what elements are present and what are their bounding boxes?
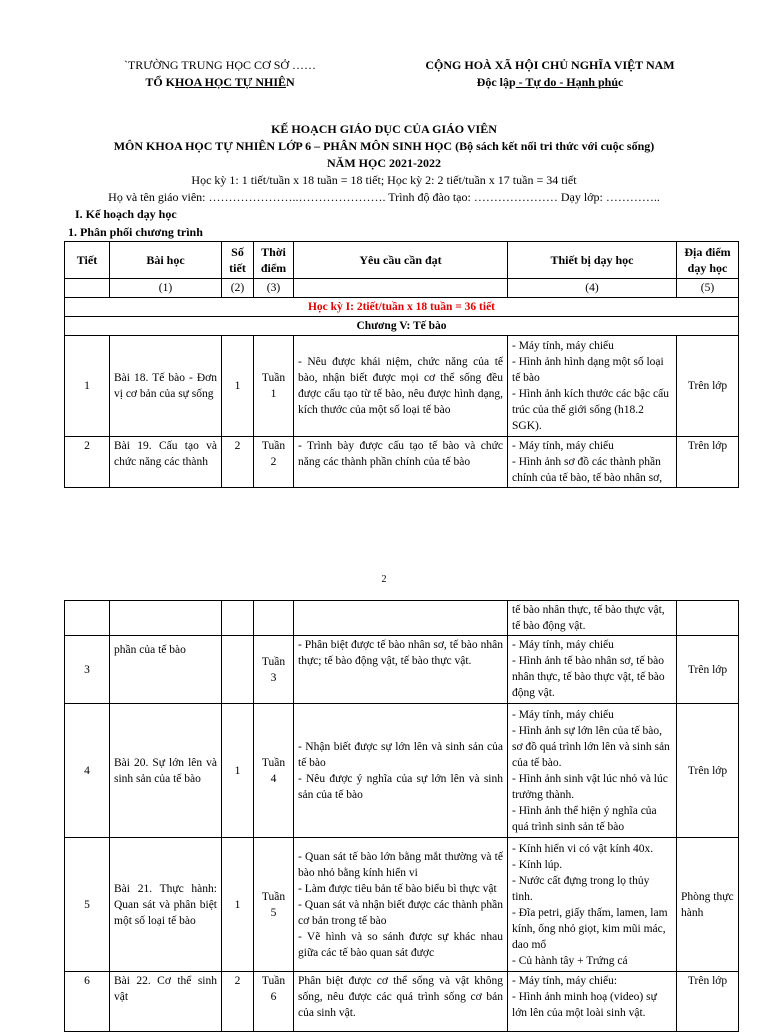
row-yeu-cau: - Phân biệt được tế bào nhân sơ, tế bào nhân thực; tế bào động vật, tế bào thực vật. [294,636,508,704]
row-so-tiet: 2 [222,437,254,488]
row-dia-diem: Trên lớp [677,636,739,704]
row-tiet: 2 [65,437,110,488]
school-year: NĂM HỌC 2021-2022 [327,156,441,170]
row-yeu-cau: Phân biệt được cơ thể sống và vật không sống, nêu được các quá trình sống cơ bản của sinh vật. [294,972,508,1032]
table-row [65,838,739,972]
table-row [65,601,739,636]
header-yeu-cau: Yêu cầu cần đạt [294,242,508,279]
row-tuan: Tuần 5 [254,838,294,972]
row-so-tiet [222,601,254,636]
row-bai-hoc: phần của tế bào [110,636,222,704]
header-tiet: Tiết [65,242,110,279]
table-header-row [65,242,739,279]
header-bai-hoc: Bài học [110,242,222,279]
chapter-5-heading: Chương V: Tế bào [65,317,739,336]
row-dia-diem: Trên lớp [677,704,739,838]
semester-1-heading: Học kỳ I: 2tiết/tuần x 18 tuần = 36 tiết [65,298,739,317]
header-dia-diem: Địa điểm dạy học [677,242,739,279]
row-so-tiet: 2 [222,972,254,1032]
table-row [65,972,739,1032]
row-dia-diem: Trên lớp [677,437,739,488]
table-row [65,336,739,437]
row-tiet: 3 [65,636,110,704]
department-name: TỔ KHOA HỌC TỰ NHIÊN [145,75,295,89]
table-row [65,704,739,838]
row-so-tiet [222,636,254,704]
row-tiet: 4 [65,704,110,838]
row-thiet-bi: - Máy tính, máy chiếu - Hình ảnh sự lớn lên của tế bào, sơ đồ quá trình lớn lên và sinh sản của tế bào. - Hình ảnh sinh vật lúc nhỏ và lúc trưởng thành. - Hình ảnh thể hiện ý nghĩa của quá trình sinh sản tế bào [508,704,677,838]
row-bai-hoc: Bài 22. Cơ thể sinh vật [110,972,222,1032]
row-thiet-bi: - Máy tính, máy chiếu - Hình ảnh tế bào nhân sơ, tế bào nhân thực, tế bào thực vật, tế bào động vật. [508,636,677,704]
row-yeu-cau: - Quan sát tế bào lớn bằng mắt thường và tế bào nhỏ bằng kính hiển vi - Làm được tiêu bản tế bào biểu bì thực vật - Quan sát và nhận biết được các thành phần cơ bản trong tế bào - Vẽ hình và so sánh được sự khác nhau giữa các tế bào quan sát được [294,838,508,972]
row-bai-hoc: Bài 21. Thực hành: Quan sát và phân biệt một số loại tế bào [110,838,222,972]
row-tuan: Tuần 2 [254,437,294,488]
row-dia-diem [677,601,739,636]
col-number-5: (5) [677,279,739,298]
semester-summary: Học kỳ 1: 1 tiết/tuần x 18 tuần = 18 tiết; Học kỳ 2: 2 tiết/tuần x 17 tuần = 34 tiết [191,173,577,187]
nation-title: CỘNG HOÀ XÃ HỘI CHỦ NGHĨA VIỆT NAM [425,58,675,72]
subject-title: MÔN KHOA HỌC TỰ NHIÊN LỚP 6 – PHÂN MÔN SINH HỌC (Bộ sách kết nối tri thức với cuộc sống) [113,139,655,153]
row-dia-diem: Trên lớp [677,972,739,1032]
school-name: `TRƯỜNG TRUNG HỌC CƠ SỞ …… [123,58,317,72]
section-program-distribution: 1. Phân phối chương trình [68,225,203,239]
row-tiet: 5 [65,838,110,972]
row-tuan: Tuần 4 [254,704,294,838]
header-thoi-diem: Thời điểm [254,242,294,279]
plan-title: KẾ HOẠCH GIÁO DỤC CỦA GIÁO VIÊN [271,122,497,136]
program-table-page1 [64,241,739,488]
row-thiet-bi: - Máy tính, máy chiếu: - Hình ảnh minh hoạ (video) sự lớn lên của một loài sinh vật. [508,972,677,1032]
row-bai-hoc [110,601,222,636]
row-tiet: 6 [65,972,110,1032]
row-yeu-cau: - Trình bày được cấu tạo tế bào và chức năng các thành phần chính của tế bào [294,437,508,488]
row-yeu-cau: - Nêu được khái niệm, chức năng của tế bào, nhận biết được mọi cơ thể sống đều được cấu tạo từ tế bào, nêu được hình dạng, kích thước của một số loại tế bào [294,336,508,437]
row-so-tiet: 1 [222,336,254,437]
page-number: 2 [381,574,387,585]
row-tuan: Tuần 6 [254,972,294,1032]
row-thiet-bi: - Máy tính, máy chiếu - Hình ảnh hình dạng một số loại tế bào - Hình ảnh kích thước các bậc cấu trúc của thế giới sống (h18.2 SGK). [508,336,677,437]
header-thiet-bi: Thiết bị dạy học [508,242,677,279]
row-thiet-bi: tế bào nhân thực, tế bào thực vật, tế bào động vật. [508,601,677,636]
col-number-4: (4) [508,279,677,298]
row-thiet-bi: - Máy tính, máy chiếu - Hình ảnh sơ đồ các thành phần chính của tế bào, tế bào nhân sơ, [508,437,677,488]
row-dia-diem: Trên lớp [677,336,739,437]
row-yeu-cau: - Nhận biết được sự lớn lên và sinh sản của tế bào - Nêu được ý nghĩa của sự lớn lên và sinh sản của tế bào [294,704,508,838]
row-yeu-cau [294,601,508,636]
row-so-tiet: 1 [222,838,254,972]
row-bai-hoc: Bài 19. Cấu tạo và chức năng các thành [110,437,222,488]
section-teaching-plan: I. Kế hoạch dạy học [75,207,177,221]
row-tiet [65,601,110,636]
row-tuan: Tuần 3 [254,636,294,704]
row-dia-diem: Phòng thực hành [677,838,739,972]
col-number-3: (3) [254,279,294,298]
program-table-page2 [64,600,739,1032]
row-thiet-bi: - Kính hiển vi có vật kính 40x. - Kính lúp. - Nước cất đựng trong lọ thủy tinh. - Đĩa petri, giấy thấm, lamen, lam kính, ống nhỏ giọt, kim mũi mác, dao mổ - Củ hành tây + Trứng cá [508,838,677,972]
col-number-1: (1) [110,279,222,298]
row-tuan [254,601,294,636]
row-tiet: 1 [65,336,110,437]
row-tuan: Tuần 1 [254,336,294,437]
teacher-info: Họ và tên giáo viên: …………………..…………………. Trình độ đào tạo: ………………… Dạy lớp: ………….. [108,190,660,204]
header-so-tiet: Số tiết [222,242,254,279]
row-so-tiet: 1 [222,704,254,838]
column-number-row [65,279,739,298]
table-row [65,636,739,704]
col-number-2: (2) [222,279,254,298]
row-bai-hoc: Bài 18. Tế bào - Đơn vị cơ bản của sự sống [110,336,222,437]
table-row [65,437,739,488]
motto: Độc lập - Tự do - Hạnh phúc [476,75,624,89]
row-bai-hoc: Bài 20. Sự lớn lên và sinh sản của tế bào [110,704,222,838]
